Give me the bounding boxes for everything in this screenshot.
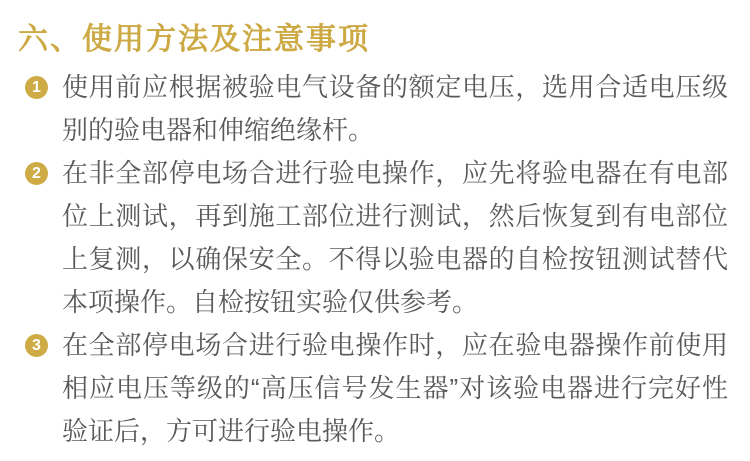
list-item xyxy=(25,324,728,453)
item-number-badge: 2 xyxy=(25,162,48,185)
item-number-badge: 1 xyxy=(25,76,48,99)
item-number-badge: 3 xyxy=(25,334,48,357)
instruction-list xyxy=(18,66,728,453)
list-item xyxy=(25,152,728,324)
item-text: 在全部停电场合进行验电操作时，应在验电器操作前使用相应电压等级的“高压信号发生器”对该验电器进行完好性验证后，方可进行验电操作。 xyxy=(62,330,728,446)
item-text: 使用前应根据被验电气设备的额定电压，选用合适电压级别的验电器和伸缩绝缘杆。 xyxy=(62,72,728,145)
item-text: 在非全部停电场合进行验电操作，应先将验电器在有电部位上测试，再到施工部位进行测试，然后恢复到有电部位上复测，以确保安全。不得以验电器的自检按钮测试替代本项操作。自检按钮实验仅供参考。 xyxy=(62,158,728,317)
section-title: 六、使用方法及注意事项 xyxy=(18,23,370,56)
list-item xyxy=(25,66,728,152)
